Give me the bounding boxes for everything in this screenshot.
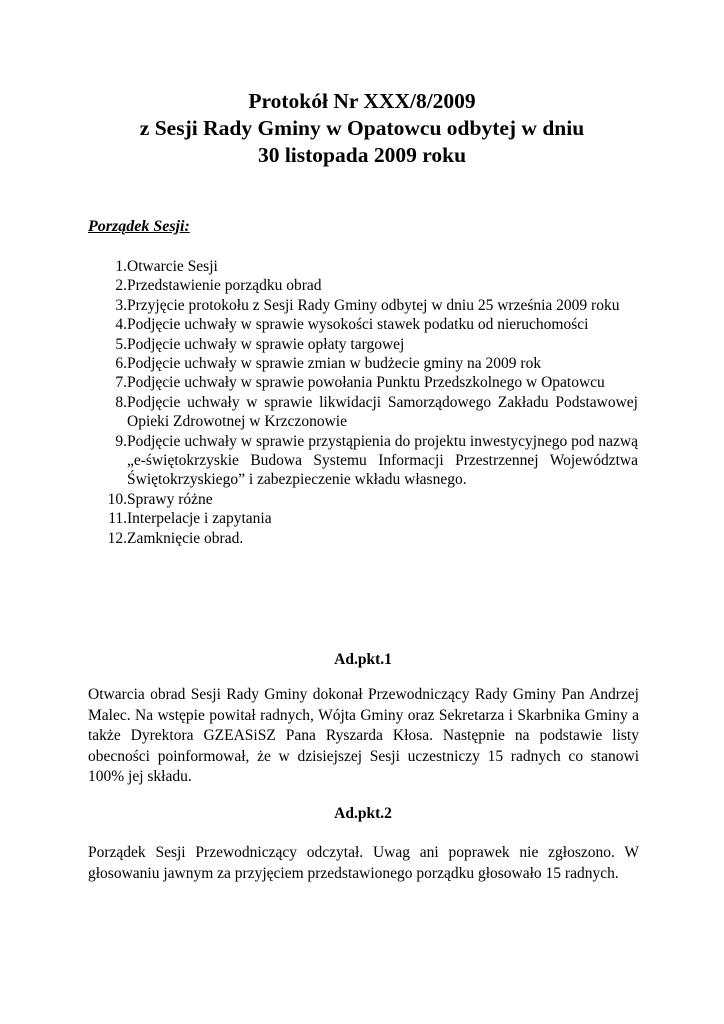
section-paragraph-2: Porządek Sesji Przewodniczący odczytał. Uwag ani poprawek nie zgłoszono. W głosowaniu jawnym za przyjęciem przedstawionego porządku głosowało 15 radnych.: [88, 844, 639, 882]
agenda-item-text: Podjęcie uchwały w sprawie przystąpienia do projektu inwestycyjnego pod nazwą „e-świętokrzyskie Budowa Systemu Informacji Przestrzennej Województwa Świętokrzyskiego” i zabezpieczenie wkładu własnego.: [127, 432, 638, 489]
agenda-item-text: Przedstawienie porządku obrad: [127, 277, 322, 295]
agenda-item: 11. Interpelacje i zapytania: [88, 509, 638, 528]
agenda-item-text: Podjęcie uchwały w sprawie powołania Punktu Przedszkolnego w Opatowcu: [127, 374, 605, 392]
agenda-item-text: Podjęcie uchwały w sprawie likwidacji Samorządowego Zakładu Podstawowej Opieki Zdrowotnej w Krzczonowie: [127, 393, 638, 431]
agenda-heading: Porządek Sesji:: [88, 218, 190, 235]
title-line-1: Protokół Nr XXX/8/2009: [248, 89, 476, 113]
agenda-item: 12. Zamknięcie obrad.: [88, 529, 638, 548]
agenda-item-text: Przyjęcie protokołu z Sesji Rady Gminy odbytej w dniu 25 września 2009 roku: [127, 296, 620, 314]
agenda-item: 10. Sprawy różne: [88, 490, 638, 509]
document-title: [60, 88, 664, 169]
agenda-item-text: Interpelacje i zapytania: [127, 510, 272, 528]
agenda-item: 8. Podjęcie uchwały w sprawie likwidacji Samorządowego Zakładu Podstawowej Opieki Zdrowotnej w Krzczonowie: [115, 393, 638, 431]
section-heading-1: Ad.pkt.1: [334, 651, 392, 668]
title-line-2: z Sesji Rady Gminy w Opatowcu odbytej w dniu: [139, 116, 585, 140]
agenda-item: 3. Przyjęcie protokołu z Sesji Rady Gminy odbytej w dniu 25 września 2009 roku: [88, 296, 638, 315]
agenda-item-text: Podjęcie uchwały w sprawie wysokości stawek podatku od nieruchomości: [127, 316, 589, 334]
agenda-item: 7. Podjęcie uchwały w sprawie powołania Punktu Przedszkolnego w Opatowcu: [88, 373, 638, 392]
agenda-item: 5. Podjęcie uchwały w sprawie opłaty targowej: [88, 335, 638, 354]
agenda-item: 9. Podjęcie uchwały w sprawie przystąpienia do projektu inwestycyjnego pod nazwą „e-świętokrzyskie Budowa Systemu Informacji Przestrzennej Województwa Świętokrzyskiego” i zabezpieczenie wkładu własnego.: [115, 432, 638, 489]
agenda-list: [88, 257, 638, 548]
agenda-item: 2. Przedstawienie porządku obrad: [88, 276, 638, 295]
section-heading-2: Ad.pkt.2: [334, 805, 392, 822]
title-line-3: 30 listopada 2009 roku: [257, 143, 467, 167]
agenda-item-text: Zamknięcie obrad.: [127, 529, 244, 547]
agenda-item: 6. Podjęcie uchwały w sprawie zmian w budżecie gminy na 2009 rok: [88, 354, 638, 373]
agenda-item-text: Sprawy różne: [127, 490, 213, 508]
agenda-item-text: Otwarcie Sesji: [127, 258, 218, 275]
agenda-item: 4. Podjęcie uchwały w sprawie wysokości stawek podatku od nieruchomości: [88, 315, 638, 334]
agenda-item: 1. Otwarcie Sesji: [88, 257, 638, 276]
section-paragraph-1: Otwarcia obrad Sesji Rady Gminy dokonał Przewodniczący Rady Gminy Pan Andrzej Malec. Na wstępie powitał radnych, Wójta Gminy oraz Sekretarza i Skarbnika Gminy a także Dyrektora GZEASiSZ Pana Ryszarda Kłosa. Następnie na podstawie listy obecności poinformował, że w dzisiejszej Sesji uczestniczy 15 radnych co stanowi 100% jej składu.: [88, 686, 639, 786]
agenda-item-text: Podjęcie uchwały w sprawie zmian w budżecie gminy na 2009 rok: [127, 355, 542, 373]
agenda-item-text: Podjęcie uchwały w sprawie opłaty targowej: [127, 335, 405, 353]
